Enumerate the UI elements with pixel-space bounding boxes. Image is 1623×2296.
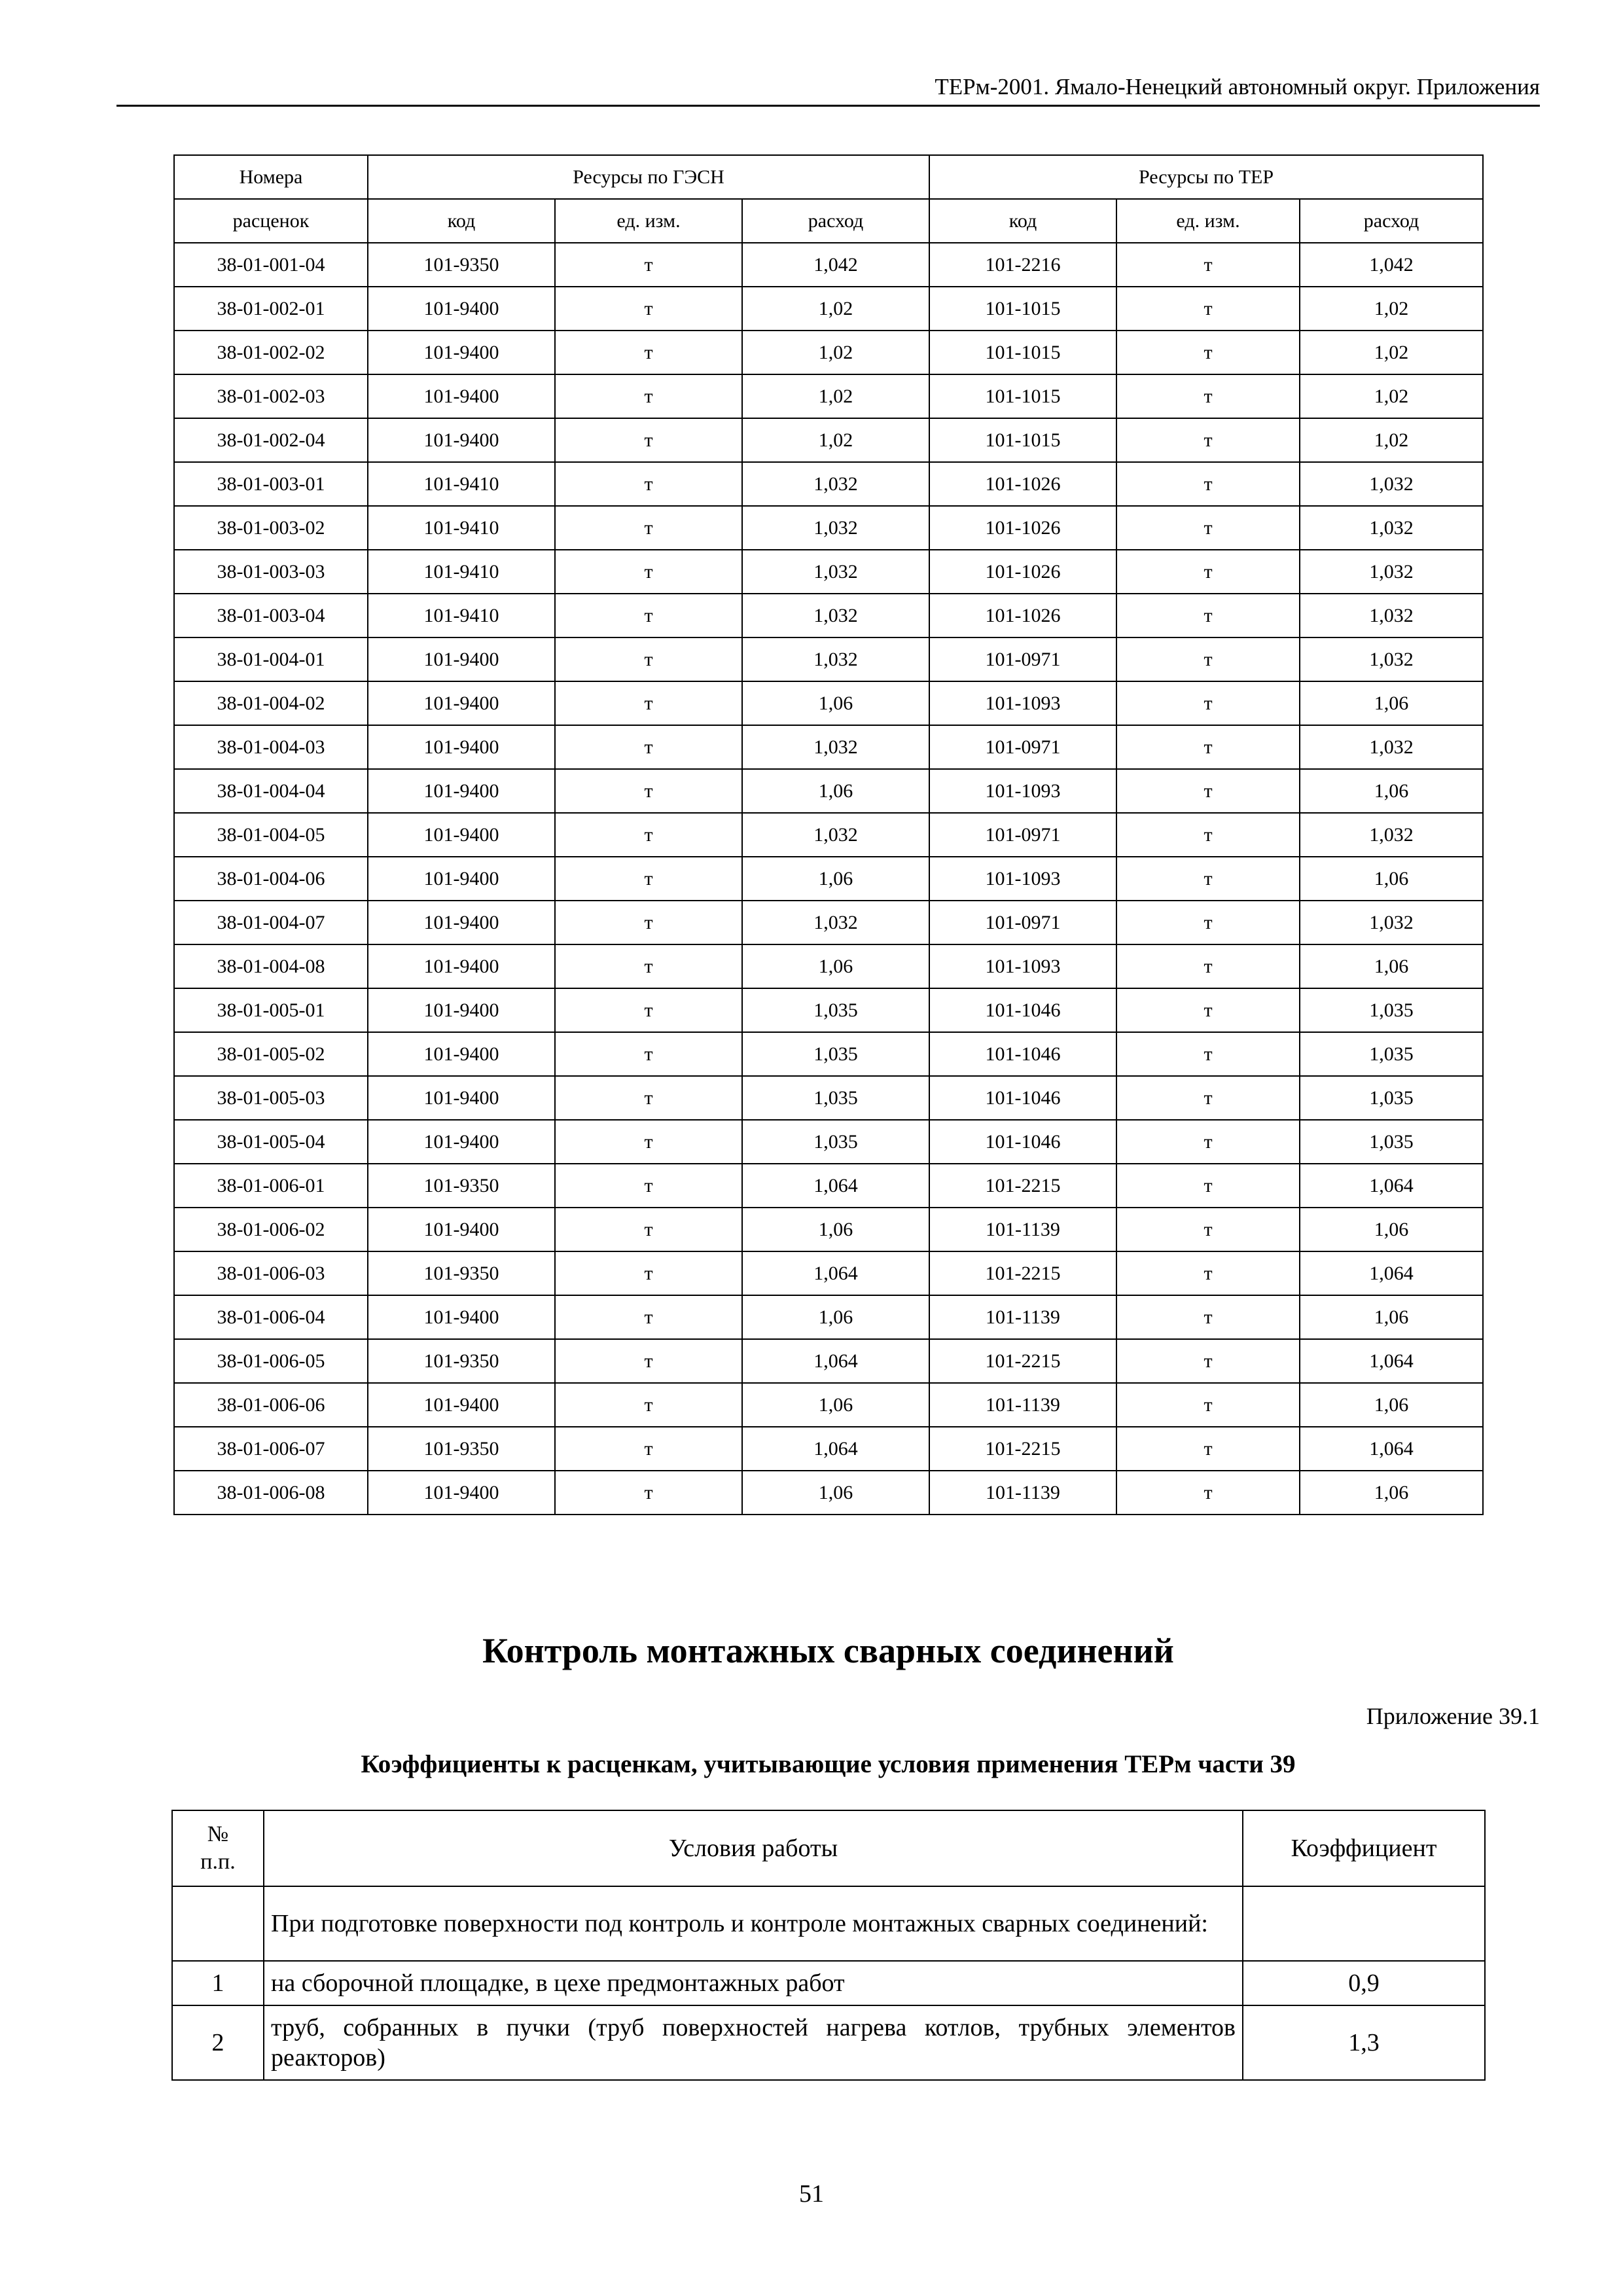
table-row xyxy=(174,287,1483,331)
ter-qty-cell: 1,032 xyxy=(1300,901,1483,944)
table-row xyxy=(174,1120,1483,1164)
ter-unit-cell: т xyxy=(1116,1383,1300,1427)
gesn-unit-cell: т xyxy=(555,901,742,944)
ter-unit-cell: т xyxy=(1116,1339,1300,1383)
gesn-unit-cell: т xyxy=(555,1076,742,1120)
ter-qty-cell: 1,06 xyxy=(1300,1471,1483,1515)
gesn-qty-cell: 1,064 xyxy=(742,1251,929,1295)
table-row xyxy=(174,637,1483,681)
rate-number-cell: 38-01-006-06 xyxy=(174,1383,368,1427)
ter-code-cell: 101-1093 xyxy=(929,769,1116,813)
ter-unit-cell: т xyxy=(1116,637,1300,681)
rate-number-cell: 38-01-002-04 xyxy=(174,418,368,462)
gesn-unit-cell: т xyxy=(555,1383,742,1427)
gesn-unit-cell: т xyxy=(555,1120,742,1164)
resources-table-body xyxy=(174,243,1483,1515)
rate-number-cell: 38-01-006-04 xyxy=(174,1295,368,1339)
gesn-unit-cell: т xyxy=(555,857,742,901)
header-gesn-qty: расход xyxy=(742,199,929,243)
table-row xyxy=(174,331,1483,374)
running-header: ТЕРм-2001. Ямало-Ненецкий автономный округ. Приложения xyxy=(935,74,1540,99)
coef-header-num xyxy=(172,1810,264,1886)
ter-unit-cell: т xyxy=(1116,331,1300,374)
gesn-unit-cell: т xyxy=(555,1032,742,1076)
table-row xyxy=(174,506,1483,550)
gesn-code-cell: 101-9400 xyxy=(368,1032,555,1076)
ter-code-cell: 101-1046 xyxy=(929,1032,1116,1076)
ter-qty-cell: 1,035 xyxy=(1300,1076,1483,1120)
coef-row-value: 1,3 xyxy=(1243,2005,1485,2080)
ter-code-cell: 101-2215 xyxy=(929,1251,1116,1295)
gesn-qty-cell: 1,032 xyxy=(742,550,929,594)
rate-number-cell: 38-01-005-01 xyxy=(174,988,368,1032)
rate-number-cell: 38-01-003-04 xyxy=(174,594,368,637)
ter-code-cell: 101-1046 xyxy=(929,1120,1116,1164)
rate-number-cell: 38-01-006-01 xyxy=(174,1164,368,1208)
gesn-qty-cell: 1,035 xyxy=(742,1120,929,1164)
rate-number-cell: 38-01-004-02 xyxy=(174,681,368,725)
ter-code-cell: 101-2216 xyxy=(929,243,1116,287)
gesn-code-cell: 101-9350 xyxy=(368,243,555,287)
rate-number-cell: 38-01-003-02 xyxy=(174,506,368,550)
gesn-qty-cell: 1,02 xyxy=(742,418,929,462)
gesn-qty-cell: 1,064 xyxy=(742,1339,929,1383)
table-row xyxy=(174,594,1483,637)
ter-code-cell: 101-1093 xyxy=(929,681,1116,725)
ter-qty-cell: 1,064 xyxy=(1300,1164,1483,1208)
gesn-unit-cell: т xyxy=(555,1295,742,1339)
gesn-code-cell: 101-9400 xyxy=(368,988,555,1032)
gesn-code-cell: 101-9400 xyxy=(368,1295,555,1339)
ter-code-cell: 101-1026 xyxy=(929,506,1116,550)
rate-number-cell: 38-01-004-01 xyxy=(174,637,368,681)
ter-qty-cell: 1,032 xyxy=(1300,506,1483,550)
gesn-qty-cell: 1,06 xyxy=(742,1208,929,1251)
ter-unit-cell: т xyxy=(1116,550,1300,594)
ter-qty-cell: 1,06 xyxy=(1300,769,1483,813)
coef-row-condition: на сборочной площадке, в цехе предмонтажных работ xyxy=(264,1961,1243,2005)
table-row xyxy=(174,1471,1483,1515)
table-row xyxy=(174,1208,1483,1251)
table-row xyxy=(174,988,1483,1032)
rate-number-cell: 38-01-004-05 xyxy=(174,813,368,857)
table-row xyxy=(174,1383,1483,1427)
ter-code-cell: 101-1026 xyxy=(929,462,1116,506)
ter-qty-cell: 1,02 xyxy=(1300,418,1483,462)
section-title: Контроль монтажных сварных соединений xyxy=(482,1631,1174,1670)
gesn-qty-cell: 1,032 xyxy=(742,725,929,769)
rate-number-cell: 38-01-006-02 xyxy=(174,1208,368,1251)
ter-unit-cell: т xyxy=(1116,988,1300,1032)
gesn-unit-cell: т xyxy=(555,1208,742,1251)
gesn-unit-cell: т xyxy=(555,637,742,681)
ter-code-cell: 101-1015 xyxy=(929,331,1116,374)
gesn-qty-cell: 1,06 xyxy=(742,1383,929,1427)
rate-number-cell: 38-01-005-03 xyxy=(174,1076,368,1120)
ter-unit-cell: т xyxy=(1116,418,1300,462)
gesn-qty-cell: 1,035 xyxy=(742,1032,929,1076)
coef-header-conditions: Условия работы xyxy=(264,1810,1243,1886)
ter-qty-cell: 1,02 xyxy=(1300,287,1483,331)
gesn-qty-cell: 1,02 xyxy=(742,374,929,418)
coef-intro-value xyxy=(1243,1886,1485,1961)
ter-code-cell: 101-1139 xyxy=(929,1295,1116,1339)
ter-code-cell: 101-1093 xyxy=(929,857,1116,901)
coef-intro-num xyxy=(172,1886,264,1961)
rate-number-cell: 38-01-006-05 xyxy=(174,1339,368,1383)
coefficients-table xyxy=(171,1810,1486,2081)
ter-code-cell: 101-2215 xyxy=(929,1164,1116,1208)
page-number: 51 xyxy=(799,2180,824,2208)
gesn-qty-cell: 1,02 xyxy=(742,331,929,374)
gesn-code-cell: 101-9400 xyxy=(368,331,555,374)
coef-row xyxy=(172,2005,1485,2080)
table-row xyxy=(174,725,1483,769)
ter-qty-cell: 1,06 xyxy=(1300,944,1483,988)
table-row xyxy=(174,374,1483,418)
ter-unit-cell: т xyxy=(1116,243,1300,287)
gesn-code-cell: 101-9400 xyxy=(368,637,555,681)
ter-unit-cell: т xyxy=(1116,857,1300,901)
ter-code-cell: 101-1093 xyxy=(929,944,1116,988)
ter-code-cell: 101-2215 xyxy=(929,1427,1116,1471)
rate-number-cell: 38-01-001-04 xyxy=(174,243,368,287)
gesn-unit-cell: т xyxy=(555,988,742,1032)
ter-unit-cell: т xyxy=(1116,287,1300,331)
ter-qty-cell: 1,042 xyxy=(1300,243,1483,287)
ter-unit-cell: т xyxy=(1116,462,1300,506)
gesn-code-cell: 101-9410 xyxy=(368,506,555,550)
ter-unit-cell: т xyxy=(1116,725,1300,769)
gesn-qty-cell: 1,06 xyxy=(742,769,929,813)
ter-unit-cell: т xyxy=(1116,813,1300,857)
gesn-code-cell: 101-9400 xyxy=(368,418,555,462)
rate-number-cell: 38-01-004-03 xyxy=(174,725,368,769)
ter-qty-cell: 1,035 xyxy=(1300,988,1483,1032)
gesn-qty-cell: 1,032 xyxy=(742,594,929,637)
gesn-unit-cell: т xyxy=(555,725,742,769)
ter-unit-cell: т xyxy=(1116,594,1300,637)
gesn-code-cell: 101-9400 xyxy=(368,769,555,813)
gesn-qty-cell: 1,032 xyxy=(742,506,929,550)
rate-number-cell: 38-01-004-06 xyxy=(174,857,368,901)
gesn-unit-cell: т xyxy=(555,1164,742,1208)
rate-number-cell: 38-01-005-02 xyxy=(174,1032,368,1076)
resources-table xyxy=(173,154,1484,1515)
table-row xyxy=(174,462,1483,506)
ter-unit-cell: т xyxy=(1116,374,1300,418)
gesn-code-cell: 101-9400 xyxy=(368,1383,555,1427)
ter-qty-cell: 1,032 xyxy=(1300,550,1483,594)
table-row xyxy=(174,944,1483,988)
coef-row-num: 1 xyxy=(172,1961,264,2005)
ter-unit-cell: т xyxy=(1116,1295,1300,1339)
table-row xyxy=(174,681,1483,725)
table-row xyxy=(174,1251,1483,1295)
header-ter-qty: расход xyxy=(1300,199,1483,243)
gesn-qty-cell: 1,032 xyxy=(742,462,929,506)
ter-qty-cell: 1,032 xyxy=(1300,637,1483,681)
rate-number-cell: 38-01-003-03 xyxy=(174,550,368,594)
ter-code-cell: 101-0971 xyxy=(929,637,1116,681)
gesn-qty-cell: 1,02 xyxy=(742,287,929,331)
gesn-unit-cell: т xyxy=(555,769,742,813)
coefficients-title: Коэффициенты к расценкам, учитывающие условия применения ТЕРм части 39 xyxy=(361,1750,1296,1778)
ter-unit-cell: т xyxy=(1116,944,1300,988)
header-ter-code: код xyxy=(929,199,1116,243)
ter-qty-cell: 1,06 xyxy=(1300,1295,1483,1339)
gesn-code-cell: 101-9410 xyxy=(368,594,555,637)
table-row xyxy=(174,1427,1483,1471)
ter-qty-cell: 1,032 xyxy=(1300,462,1483,506)
ter-code-cell: 101-1139 xyxy=(929,1208,1116,1251)
ter-unit-cell: т xyxy=(1116,1208,1300,1251)
ter-qty-cell: 1,064 xyxy=(1300,1427,1483,1471)
table-row xyxy=(174,1032,1483,1076)
coef-row-num: 2 xyxy=(172,2005,264,2080)
rate-number-cell: 38-01-002-01 xyxy=(174,287,368,331)
ter-code-cell: 101-1139 xyxy=(929,1471,1116,1515)
gesn-qty-cell: 1,06 xyxy=(742,857,929,901)
ter-qty-cell: 1,032 xyxy=(1300,725,1483,769)
ter-qty-cell: 1,06 xyxy=(1300,681,1483,725)
gesn-code-cell: 101-9400 xyxy=(368,1076,555,1120)
gesn-qty-cell: 1,064 xyxy=(742,1427,929,1471)
rate-number-cell: 38-01-002-03 xyxy=(174,374,368,418)
gesn-code-cell: 101-9350 xyxy=(368,1427,555,1471)
coef-row-value: 0,9 xyxy=(1243,1961,1485,2005)
ter-qty-cell: 1,06 xyxy=(1300,857,1483,901)
table-row xyxy=(174,813,1483,857)
coef-header-coefficient: Коэффициент xyxy=(1243,1810,1485,1886)
gesn-code-cell: 101-9400 xyxy=(368,1208,555,1251)
table-row xyxy=(174,1164,1483,1208)
ter-code-cell: 101-2215 xyxy=(929,1339,1116,1383)
rate-number-cell: 38-01-006-03 xyxy=(174,1251,368,1295)
rate-number-cell: 38-01-006-08 xyxy=(174,1471,368,1515)
rate-number-cell: 38-01-004-08 xyxy=(174,944,368,988)
header-rule xyxy=(116,105,1540,107)
ter-unit-cell: т xyxy=(1116,901,1300,944)
gesn-code-cell: 101-9410 xyxy=(368,462,555,506)
ter-code-cell: 101-0971 xyxy=(929,725,1116,769)
gesn-qty-cell: 1,06 xyxy=(742,681,929,725)
ter-unit-cell: т xyxy=(1116,1251,1300,1295)
gesn-qty-cell: 1,035 xyxy=(742,1076,929,1120)
gesn-code-cell: 101-9400 xyxy=(368,1471,555,1515)
table-row xyxy=(174,1295,1483,1339)
rate-number-cell: 38-01-004-07 xyxy=(174,901,368,944)
gesn-qty-cell: 1,06 xyxy=(742,944,929,988)
appendix-reference: Приложение 39.1 xyxy=(1366,1703,1540,1729)
gesn-code-cell: 101-9400 xyxy=(368,901,555,944)
gesn-unit-cell: т xyxy=(555,462,742,506)
ter-qty-cell: 1,064 xyxy=(1300,1339,1483,1383)
gesn-code-cell: 101-9400 xyxy=(368,944,555,988)
gesn-code-cell: 101-9400 xyxy=(368,374,555,418)
gesn-unit-cell: т xyxy=(555,418,742,462)
ter-unit-cell: т xyxy=(1116,769,1300,813)
coef-intro-row xyxy=(172,1886,1485,1961)
ter-qty-cell: 1,06 xyxy=(1300,1208,1483,1251)
ter-unit-cell: т xyxy=(1116,506,1300,550)
coef-header-num-sign: № xyxy=(207,1822,229,1846)
table-row xyxy=(174,243,1483,287)
gesn-code-cell: 101-9350 xyxy=(368,1164,555,1208)
coef-row xyxy=(172,1961,1485,2005)
gesn-unit-cell: т xyxy=(555,506,742,550)
header-ter-unit: ед. изм. xyxy=(1116,199,1300,243)
gesn-unit-cell: т xyxy=(555,681,742,725)
rate-number-cell: 38-01-003-01 xyxy=(174,462,368,506)
table-row xyxy=(174,1339,1483,1383)
gesn-qty-cell: 1,06 xyxy=(742,1471,929,1515)
gesn-code-cell: 101-9400 xyxy=(368,681,555,725)
rate-number-cell: 38-01-004-04 xyxy=(174,769,368,813)
ter-code-cell: 101-1139 xyxy=(929,1383,1116,1427)
gesn-qty-cell: 1,042 xyxy=(742,243,929,287)
rate-number-cell: 38-01-005-04 xyxy=(174,1120,368,1164)
gesn-qty-cell: 1,035 xyxy=(742,988,929,1032)
ter-code-cell: 101-1015 xyxy=(929,287,1116,331)
header-numbers-sub: расценок xyxy=(174,199,368,243)
gesn-unit-cell: т xyxy=(555,1471,742,1515)
table-row xyxy=(174,901,1483,944)
ter-qty-cell: 1,02 xyxy=(1300,331,1483,374)
ter-qty-cell: 1,035 xyxy=(1300,1120,1483,1164)
ter-qty-cell: 1,06 xyxy=(1300,1383,1483,1427)
ter-code-cell: 101-1015 xyxy=(929,418,1116,462)
ter-qty-cell: 1,032 xyxy=(1300,594,1483,637)
ter-unit-cell: т xyxy=(1116,1032,1300,1076)
ter-qty-cell: 1,064 xyxy=(1300,1251,1483,1295)
ter-qty-cell: 1,035 xyxy=(1300,1032,1483,1076)
ter-qty-cell: 1,02 xyxy=(1300,374,1483,418)
gesn-code-cell: 101-9350 xyxy=(368,1251,555,1295)
ter-unit-cell: т xyxy=(1116,1427,1300,1471)
gesn-unit-cell: т xyxy=(555,331,742,374)
table-subheader-row xyxy=(174,199,1483,243)
gesn-code-cell: 101-9350 xyxy=(368,1339,555,1383)
gesn-code-cell: 101-9400 xyxy=(368,857,555,901)
ter-code-cell: 101-1046 xyxy=(929,988,1116,1032)
gesn-unit-cell: т xyxy=(555,243,742,287)
rate-number-cell: 38-01-006-07 xyxy=(174,1427,368,1471)
gesn-unit-cell: т xyxy=(555,944,742,988)
gesn-unit-cell: т xyxy=(555,1339,742,1383)
ter-unit-cell: т xyxy=(1116,1471,1300,1515)
gesn-unit-cell: т xyxy=(555,287,742,331)
ter-code-cell: 101-1015 xyxy=(929,374,1116,418)
ter-code-cell: 101-0971 xyxy=(929,813,1116,857)
table-row xyxy=(174,550,1483,594)
table-row xyxy=(174,857,1483,901)
ter-unit-cell: т xyxy=(1116,1076,1300,1120)
coef-header-num-abbr: п.п. xyxy=(200,1850,236,1874)
gesn-code-cell: 101-9400 xyxy=(368,725,555,769)
gesn-qty-cell: 1,032 xyxy=(742,637,929,681)
table-row xyxy=(174,418,1483,462)
gesn-unit-cell: т xyxy=(555,1251,742,1295)
gesn-unit-cell: т xyxy=(555,813,742,857)
gesn-qty-cell: 1,032 xyxy=(742,901,929,944)
gesn-code-cell: 101-9400 xyxy=(368,813,555,857)
coef-header-row xyxy=(172,1810,1485,1886)
ter-qty-cell: 1,032 xyxy=(1300,813,1483,857)
ter-unit-cell: т xyxy=(1116,681,1300,725)
header-gesn-code: код xyxy=(368,199,555,243)
gesn-qty-cell: 1,064 xyxy=(742,1164,929,1208)
gesn-qty-cell: 1,032 xyxy=(742,813,929,857)
header-ter-group: Ресурсы по ТЕР xyxy=(929,155,1483,199)
header-gesn-group: Ресурсы по ГЭСН xyxy=(368,155,929,199)
gesn-qty-cell: 1,06 xyxy=(742,1295,929,1339)
ter-code-cell: 101-0971 xyxy=(929,901,1116,944)
gesn-unit-cell: т xyxy=(555,1427,742,1471)
gesn-unit-cell: т xyxy=(555,374,742,418)
gesn-code-cell: 101-9410 xyxy=(368,550,555,594)
gesn-code-cell: 101-9400 xyxy=(368,287,555,331)
table-row xyxy=(174,1076,1483,1120)
ter-code-cell: 101-1026 xyxy=(929,550,1116,594)
ter-unit-cell: т xyxy=(1116,1164,1300,1208)
ter-code-cell: 101-1026 xyxy=(929,594,1116,637)
table-header-row xyxy=(174,155,1483,199)
rate-number-cell: 38-01-002-02 xyxy=(174,331,368,374)
ter-code-cell: 101-1046 xyxy=(929,1076,1116,1120)
coef-row-condition: труб, собранных в пучки (труб поверхностей нагрева котлов, трубных элементов реакторов) xyxy=(264,2005,1243,2080)
header-numbers: Номера xyxy=(174,155,368,199)
header-gesn-unit: ед. изм. xyxy=(555,199,742,243)
ter-unit-cell: т xyxy=(1116,1120,1300,1164)
table-row xyxy=(174,769,1483,813)
coef-intro-text: При подготовке поверхности под контроль и контроле монтажных сварных соединений: xyxy=(264,1886,1243,1961)
gesn-unit-cell: т xyxy=(555,550,742,594)
gesn-unit-cell: т xyxy=(555,594,742,637)
gesn-code-cell: 101-9400 xyxy=(368,1120,555,1164)
